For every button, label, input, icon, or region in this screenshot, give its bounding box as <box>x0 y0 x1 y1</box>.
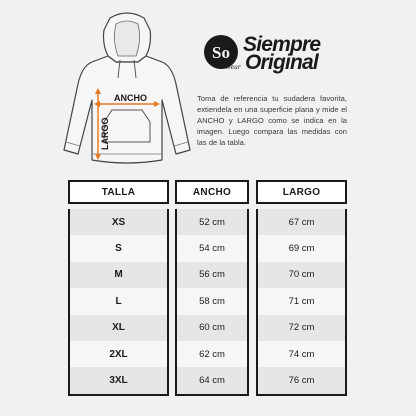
column-ancho <box>175 180 249 396</box>
cell-ancho: 56 cm <box>177 262 247 288</box>
cell-largo: 72 cm <box>258 315 345 341</box>
cell-ancho: 54 cm <box>177 235 247 261</box>
cell-talla: 2XL <box>70 341 167 367</box>
column-largo <box>256 180 347 396</box>
cell-talla: L <box>70 288 167 314</box>
header-talla: TALLA <box>68 180 169 204</box>
ancho-label: ANCHO <box>114 93 147 103</box>
cell-talla: S <box>70 235 167 261</box>
cell-largo: 69 cm <box>258 235 345 261</box>
cell-ancho: 58 cm <box>177 288 247 314</box>
brand-name-line2: Original <box>245 51 318 74</box>
column-body-talla <box>68 209 169 396</box>
cell-talla: M <box>70 262 167 288</box>
cell-ancho: 52 cm <box>177 209 247 235</box>
logo-mark-text: So <box>212 43 230 62</box>
cell-ancho: 60 cm <box>177 315 247 341</box>
cell-ancho: 62 cm <box>177 341 247 367</box>
brand-subtitle: Wear <box>225 64 241 71</box>
cell-largo: 71 cm <box>258 288 345 314</box>
brand-name-line1: Siempre <box>243 33 321 56</box>
hoodie-diagram <box>52 10 202 170</box>
cell-ancho: 64 cm <box>177 367 247 393</box>
cell-talla: 3XL <box>70 367 167 393</box>
header-ancho: ANCHO <box>175 180 249 204</box>
cell-talla: XS <box>70 209 167 235</box>
column-talla <box>68 180 169 396</box>
brand-logo <box>203 32 353 76</box>
cell-largo: 74 cm <box>258 341 345 367</box>
cell-largo: 67 cm <box>258 209 345 235</box>
cell-largo: 70 cm <box>258 262 345 288</box>
cell-largo: 76 cm <box>258 367 345 393</box>
column-body-ancho <box>175 209 249 396</box>
column-body-largo <box>256 209 347 396</box>
cell-talla: XL <box>70 315 167 341</box>
measurement-instructions: Toma de referencia tu sudadera favorita, extiendela en una superficie plana y mide el ANCHO y LARGO como se indica en la imagen. Luego compara las medidas con las de la tabla. <box>197 94 347 147</box>
header-largo: LARGO <box>256 180 347 204</box>
largo-label: LARGO <box>100 117 110 150</box>
